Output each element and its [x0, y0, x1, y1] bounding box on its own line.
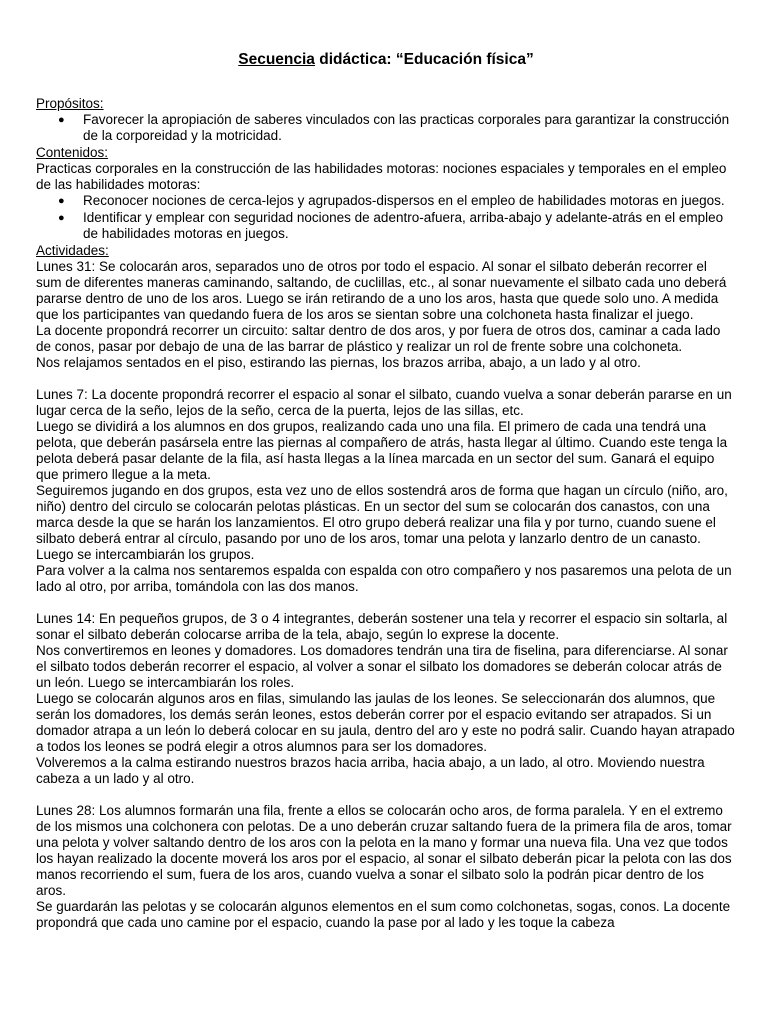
activity-paragraph: Lunes 28: Los alumnos formarán una fila, frente a ellos se colocarán ocho aros, de forma paralela. Y en el extremo de los mismos una colchonera con pelotas. De a uno deberán cruzar saltando fuera de la primera fila de aros, tomar una pelota y volver saltando dentro de los aros con la pelota en la mano y formar una nueva fila. Una vez que todos los hayan realizado la docente moverá los aros por el espacio, al sonar el silbato deberán picar la pelota con las dos manos recorriendo el sum, fuera de los aros, cuando vuelva a sonar el silbato solo la podrán picar dentro de los aros.: [36, 803, 732, 898]
activity-paragraph: Seguiremos jugando en dos grupos, esta vez uno de ellos sostendrá aros de forma que hagan un círculo (niño, aro, niño) dentro del circulo se colocarán pelotas plásticas. En un sector del sum se colocarán dos canastos, con una marca desde la que se harán los lanzamientos. El otro grupo deberá realizar una fila y por turno, cuando suene el silbato deberá entrar al círculo, pasando por uno de los aros, tomar una pelota y lanzarlo dentro de un canasto. Luego se intercambiarán los grupos.: [36, 483, 728, 562]
list-item: [36, 193, 736, 209]
activity-block-lunes-14: [36, 611, 736, 787]
activity-paragraph: Luego se dividirá a los alumnos en dos grupos, realizando cada uno una fila. El primero de cada una tendrá una pelota, que deberán pasársela entre las piernas al compañero de atrás, hasta llegar al último. Cuando este tenga la pelota deberá pasar delante de la fila, así hasta llegas a la línea marcada en un sector del sum. Ganará el equipo que primero llegue a la meta.: [36, 419, 728, 482]
list-item: [36, 210, 736, 242]
contenidos-intro: Practicas corporales en la construcción de las habilidades motoras: nociones espaciales y temporales en el empleo de las habilidades motoras:: [36, 161, 727, 192]
paragraph-gap: [36, 787, 736, 803]
contenidos-heading: Contenidos:: [36, 145, 109, 160]
title-underlined-word: Secuencia: [238, 51, 315, 68]
section-propositos: [36, 96, 736, 144]
paragraph-gap: [36, 595, 736, 611]
activity-paragraph: La docente propondrá recorrer un circuito: saltar dentro de dos aros, y por fuera de otros dos, caminar a cada lado de conos, pasar por debajo de una de las barrar de plástico y realizar un rol de frente sobre una colchoneta.: [36, 323, 721, 354]
list-item-text: Identificar y emplear con seguridad nociones de adentro-afuera, arriba-abajo y adelante-atrás en el empleo de habilidades motoras en juegos.: [83, 210, 724, 241]
activity-paragraph: Para volver a la calma nos sentaremos espalda con espalda con otro compañero y nos pasaremos una pelota de un lado al otro, por arriba, tomándola con las dos manos.: [36, 563, 732, 594]
activity-paragraph: Nos convertiremos en leones y domadores. Los domadores tendrán una tira de fiselina, para diferenciarse. Al sonar el silbato todos deberán recorrer el espacio, al volver a sonar el silbato los domadores se deberán colocar atrás de un león. Luego se intercambiarán los roles.: [36, 643, 728, 690]
bullet-icon: ●: [58, 212, 65, 224]
list-item-text: Reconocer nociones de cerca-lejos y agrupados-dispersos en el empleo de habilidades motoras en juegos.: [83, 193, 725, 208]
activity-paragraph: Lunes 7: La docente propondrá recorrer el espacio al sonar el silbato, cuando vuelva a sonar deberán pararse en un lugar cerca de la seño, lejos de la seño, cerca de la puerta, lejos de las sillas, etc.: [36, 387, 732, 418]
bullet-icon: ●: [58, 195, 65, 207]
document-page: [36, 50, 736, 931]
activity-block-lunes-28: [36, 803, 736, 931]
section-contenidos: [36, 145, 736, 242]
activity-paragraph: Nos relajamos sentados en el piso, estirando las piernas, los brazos arriba, abajo, a un lado y al otro.: [36, 355, 641, 370]
bullet-icon: ●: [58, 114, 65, 126]
list-item-text: Favorecer la apropiación de saberes vinculados con las practicas corporales para garantizar la construcción de la corporeidad y la motricidad.: [83, 112, 730, 143]
paragraph-gap: [36, 371, 736, 387]
title-rest: didáctica: “Educación física”: [314, 51, 534, 68]
section-actividades: [36, 243, 736, 931]
actividades-heading: Actividades:: [36, 243, 109, 258]
propositos-heading: Propósitos:: [36, 96, 104, 111]
activity-block-lunes-7: [36, 387, 736, 595]
propositos-list: [36, 112, 736, 144]
activity-block-lunes-31: [36, 259, 736, 371]
activity-paragraph: Lunes 14: En pequeños grupos, de 3 o 4 integrantes, deberán sostener una tela y recorrer el espacio sin soltarla, al sonar el silbato deberán colocarse arriba de la tela, abajo, según lo exprese la docente.: [36, 611, 728, 642]
document-title: [36, 50, 736, 70]
activity-paragraph: Luego se colocarán algunos aros en filas, simulando las jaulas de los leones. Se seleccionarán dos alumnos, que serán los domadores, los demás serán leones, estos deberán correr por el espacio evitando ser atrapados. Si un domador atrapa a un león lo deberá colocar en su jaula, dentro del aro y este no podrá salir. Cuando hayan atrapado a todos los leones se podrá elegir a otros alumnos para ser los domadores.: [36, 691, 735, 754]
activity-paragraph: Lunes 31: Se colocarán aros, separados uno de otros por todo el espacio. Al sonar el silbato deberán recorrer el sum de diferentes maneras caminando, saltando, de cuclillas, etc., al sonar nuevamente el silbato cada uno deberá pararse dentro de uno de los aros. Luego se irán retirando de a uno los aros, hasta que quede solo uno. A medida que los participantes van quedando fuera de los aros se sientan sobre una colchoneta hasta finalizar el juego.: [36, 259, 727, 322]
contenidos-list: [36, 193, 736, 242]
activity-paragraph: Volveremos a la calma estirando nuestros brazos hacia arriba, hacia abajo, a un lado, al otro. Moviendo nuestra cabeza a un lado y al otro.: [36, 755, 705, 786]
list-item: [36, 112, 736, 144]
activity-paragraph: Se guardarán las pelotas y se colocarán algunos elementos en el sum como colchonetas, sogas, conos. La docente propondrá que cada uno camine por el espacio, cuando la pase por al lado y les toque la cabeza: [36, 899, 731, 930]
